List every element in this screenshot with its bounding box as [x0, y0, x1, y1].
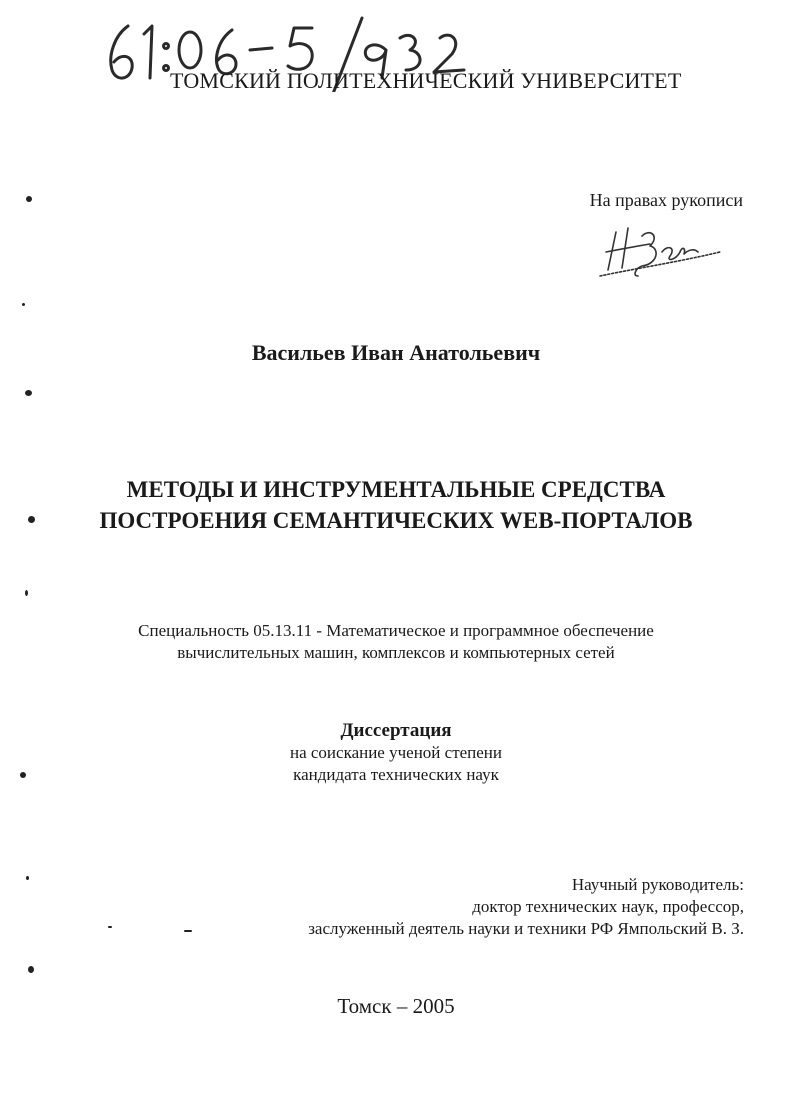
dissertation-title [0, 474, 792, 536]
supervisor-label: Научный руководитель: [571, 875, 744, 894]
city-year: Томск – 2005 [337, 994, 455, 1018]
degree-type: Диссертация [340, 720, 452, 741]
specialty-line-2: вычислительных машин, комплексов и компьютерных сетей [177, 643, 615, 662]
supervisor-line-1: доктор технических наук, профессор, [472, 897, 744, 916]
scan-speck [25, 390, 32, 396]
scan-speck [28, 516, 35, 523]
supervisor-info [200, 874, 744, 940]
scan-speck [108, 926, 112, 928]
university-name: ТОМСКИЙ ПОЛИТЕХНИЧЕСКИЙ УНИВЕРСИТЕТ [170, 68, 682, 93]
scan-speck [22, 303, 25, 306]
scan-speck [20, 772, 26, 778]
title-line-2: ПОСТРОЕНИЯ СЕМАНТИЧЕСКИХ WEB-ПОРТАЛОВ [99, 508, 693, 533]
manuscript-note: На правах рукописи [589, 190, 743, 210]
degree-line-2: кандидата технических наук [293, 765, 499, 784]
scan-speck [25, 590, 28, 596]
degree-info [0, 720, 792, 786]
scan-speck [184, 930, 192, 932]
author-name: Васильев Иван Анатольевич [251, 340, 541, 365]
specialty [0, 620, 792, 664]
degree-line-1: на соискание ученой степени [289, 743, 503, 762]
supervisor-line-2: заслуженный деятель науки и техники РФ Ямпольский В. З. [308, 919, 744, 938]
scan-speck [28, 966, 34, 973]
scan-speck [26, 876, 29, 880]
signature [598, 222, 728, 282]
title-line-1: МЕТОДЫ И ИНСТРУМЕНТАЛЬНЫЕ СРЕДСТВА [126, 477, 666, 502]
specialty-line-1: Специальность 05.13.11 - Математическое и программное обеспечение [138, 621, 654, 640]
scan-speck [26, 196, 32, 202]
